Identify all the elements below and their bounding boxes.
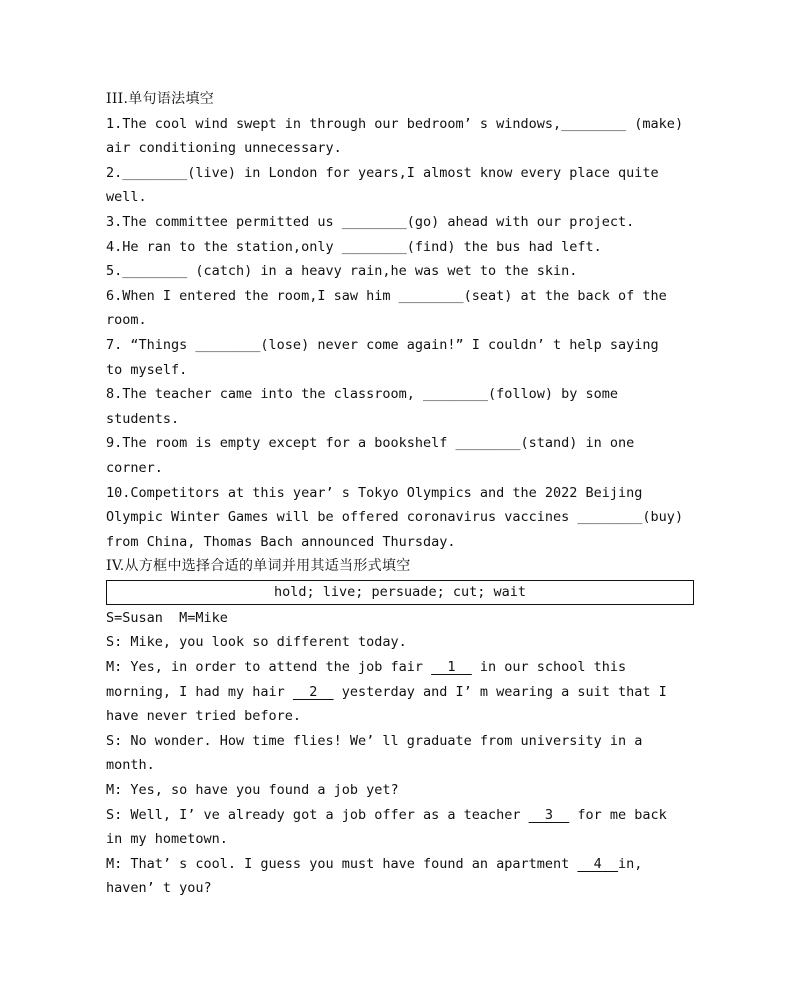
dialogue-text: in my hometown. <box>106 831 228 848</box>
dialogue-text: yesterday and I’ m wearing a suit that I <box>333 683 667 700</box>
exercise-line: 7. “Things ________(lose) never come again!” I couldn’ t help saying <box>106 336 659 353</box>
dialogue-text: have never tried before. <box>106 708 302 725</box>
dialogue-line <box>106 704 694 729</box>
exercise-line: 4.He ran to the station,only ________(find) the bus had left. <box>106 238 602 255</box>
dialogue-text: morning, I had my hair <box>106 683 293 700</box>
exercise-line: well. <box>106 189 147 206</box>
answer-blank[interactable]: 3 <box>528 806 570 823</box>
exercise-line: to myself. <box>106 361 188 378</box>
exercise-line: 1.The cool wind swept in through our bedroom’ s windows,________ (make) <box>106 115 684 132</box>
dialogue-text: S: No wonder. How time flies! We’ ll graduate from university in a <box>106 732 643 749</box>
dialogue <box>106 630 694 901</box>
dialogue-line <box>106 827 694 852</box>
speaker-legend: S=Susan M=Mike <box>106 609 228 626</box>
exercise-line: 2.________(live) in London for years,I almost know every place quite <box>106 164 659 181</box>
dialogue-line <box>106 753 694 778</box>
dialogue-line <box>106 630 694 655</box>
dialogue-line <box>106 803 694 828</box>
answer-blank[interactable]: 1 <box>431 659 472 676</box>
word-box: hold; live; persuade; cut; wait <box>106 580 694 605</box>
dialogue-text: M: That’ s cool. I guess you must have found an apartment <box>106 855 578 872</box>
dialogue-text: for me back <box>569 806 667 823</box>
dialogue-line <box>106 778 694 803</box>
dialogue-text: month. <box>106 757 155 774</box>
exercise-line: 5.________ (catch) in a heavy rain,he was wet to the skin. <box>106 263 578 280</box>
exercise-line: 10.Competitors at this year’ s Tokyo Olympics and the 2022 Beijing <box>106 484 643 501</box>
dialogue-text: in, <box>618 855 643 872</box>
answer-blank[interactable]: 4 <box>577 855 619 872</box>
answer-blank[interactable]: 2 <box>292 683 334 700</box>
exercise-line: Olympic Winter Games will be offered coronavirus vaccines ________(buy) <box>106 509 684 526</box>
dialogue-text: S: Well, I’ ve already got a job offer as a teacher <box>106 806 529 823</box>
dialogue-text: in our school this <box>471 659 627 676</box>
section-4-title: IV.从方框中选择合适的单词并用其适当形式填空 <box>106 558 411 575</box>
worksheet-page <box>106 87 694 901</box>
exercise-line: 3.The committee permitted us ________(go) ahead with our project. <box>106 213 635 230</box>
section-3-title: III.单句语法填空 <box>106 91 215 107</box>
dialogue-line <box>106 655 694 680</box>
exercise-line: room. <box>106 312 147 329</box>
dialogue-text: haven’ t you? <box>106 880 212 897</box>
dialogue-line <box>106 680 694 705</box>
exercise-line: 8.The teacher came into the classroom, ________(follow) by some <box>106 386 619 403</box>
exercise-line: 6.When I entered the room,I saw him ________(seat) at the back of the <box>106 287 667 304</box>
dialogue-line <box>106 876 694 901</box>
exercise-line: corner. <box>106 459 163 476</box>
dialogue-text: M: Yes, in order to attend the job fair <box>106 659 432 676</box>
dialogue-text: S: Mike, you look so different today. <box>106 634 407 651</box>
exercise-line: students. <box>106 410 180 427</box>
section-3-items <box>106 112 694 555</box>
dialogue-text: M: Yes, so have you found a job yet? <box>106 782 399 799</box>
dialogue-line <box>106 852 694 877</box>
exercise-line: 9.The room is empty except for a bookshelf ________(stand) in one <box>106 435 635 452</box>
exercise-line: air conditioning unnecessary. <box>106 140 342 157</box>
exercise-line: from China, Thomas Bach announced Thursday. <box>106 533 456 550</box>
dialogue-line <box>106 729 694 754</box>
